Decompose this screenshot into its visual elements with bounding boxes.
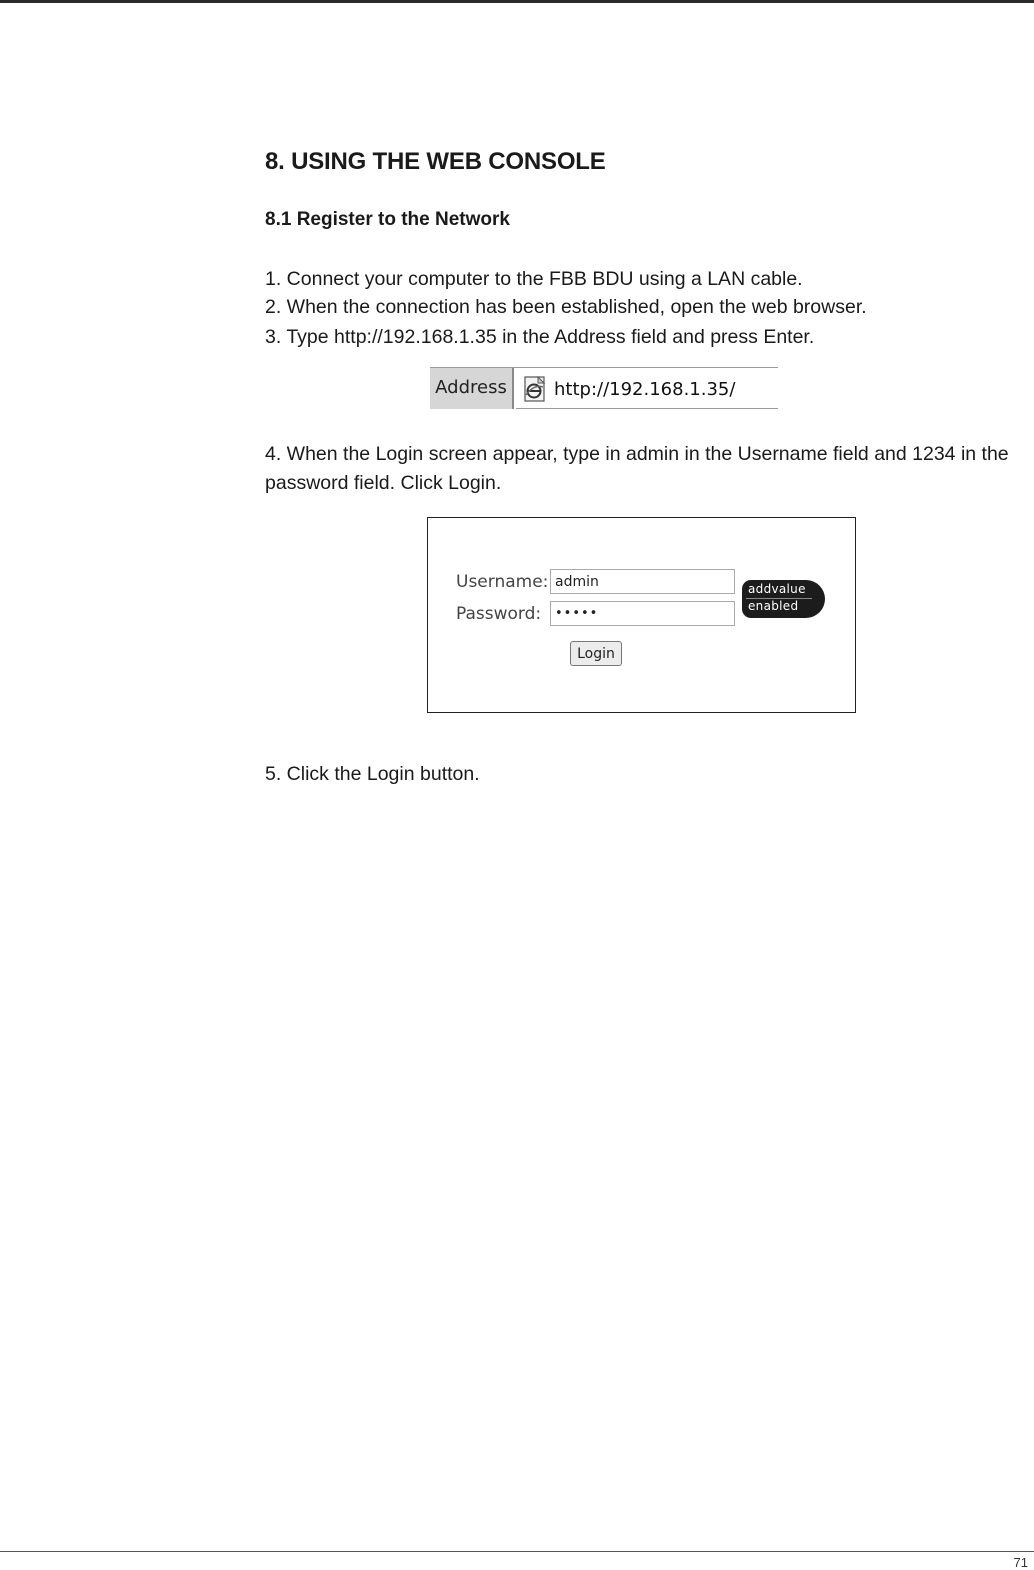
login-button[interactable]: Login — [570, 641, 622, 666]
address-bar-screenshot — [430, 367, 778, 409]
top-rule — [0, 0, 1034, 3]
username-label: Username: — [456, 572, 549, 592]
password-label: Password: — [456, 604, 542, 624]
address-url: http://192.168.1.35/ — [554, 379, 736, 400]
addvalue-logo — [742, 580, 825, 618]
login-screenshot — [427, 517, 856, 713]
step-4: 4. When the Login screen appear, type in admin in the Username field and 1234 in the password field. Click Login. — [265, 443, 1009, 494]
logo-line-addvalue: addvalue — [748, 582, 806, 596]
chapter-title: 8. USING THE WEB CONSOLE — [265, 148, 606, 175]
username-input[interactable] — [550, 569, 735, 594]
logo-line-enabled: enabled — [748, 599, 799, 613]
section-title: 8.1 Register to the Network — [265, 209, 510, 230]
address-field[interactable] — [516, 368, 778, 409]
password-input[interactable] — [550, 601, 735, 626]
step-3: 3. Type http://192.168.1.35 in the Address field and press Enter. — [265, 326, 815, 348]
step-5: 5. Click the Login button. — [265, 763, 480, 785]
ie-page-icon — [522, 376, 548, 402]
page-number: 71 — [1013, 1555, 1028, 1570]
address-label: Address — [430, 368, 514, 409]
step-1: 1. Connect your computer to the FBB BDU using a LAN cable. — [265, 268, 803, 290]
bottom-rule — [0, 1551, 1034, 1552]
step-2: 2. When the connection has been established, open the web browser. — [265, 296, 867, 318]
